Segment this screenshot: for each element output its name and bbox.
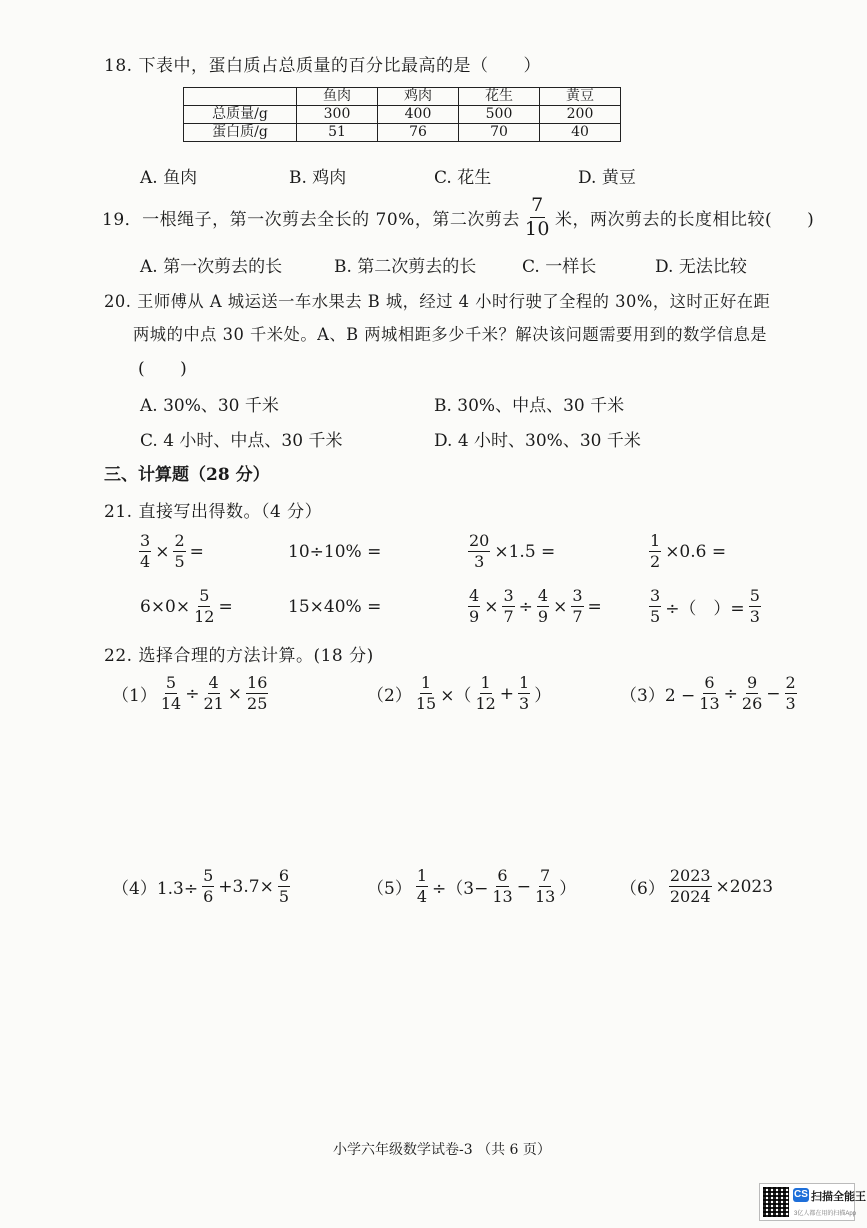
problem-label: （2） (367, 686, 412, 706)
fraction (492, 868, 512, 905)
q21-item-g (467, 588, 602, 625)
page-footer: 小学六年级数学试卷-3 （共 6 页） (333, 1142, 551, 1158)
fraction (202, 868, 214, 905)
expression: 6×0× (140, 596, 191, 617)
brand-name: 扫描全能王 (811, 1191, 866, 1203)
table-header-row (184, 88, 621, 106)
problem-label: （4）1.3÷ (112, 879, 199, 899)
numerator: 1 (420, 673, 432, 692)
denominator: 12 (475, 694, 496, 713)
fraction (203, 675, 223, 712)
numerator: 6 (278, 866, 290, 885)
q20-option-b[interactable]: B. 30%、中点、30 千米 (434, 396, 625, 416)
fraction (246, 675, 268, 712)
table-cell: 鱼肉 (297, 88, 378, 106)
operator: + (499, 683, 515, 704)
numerator: 9 (746, 673, 758, 692)
fraction (416, 868, 428, 905)
q22-problem-4 (112, 868, 291, 905)
numerator: 16 (247, 673, 268, 692)
denominator: 26 (741, 694, 763, 713)
table-cell: 300 (297, 106, 378, 124)
denominator: 13 (699, 694, 720, 713)
fraction (475, 675, 495, 712)
numerator: 3 (572, 586, 583, 605)
numerator: 2023 (669, 866, 711, 885)
problem-label: （3）2 − (620, 686, 696, 706)
numerator: 7 (531, 194, 544, 216)
fraction (173, 533, 185, 570)
denominator: 25 (247, 694, 268, 713)
operator: × (484, 596, 499, 617)
q18-option-b[interactable]: B. 鸡肉 (289, 168, 347, 188)
expression: ÷（3− (432, 879, 489, 899)
q18-option-d[interactable]: D. 黄豆 (578, 168, 636, 188)
denominator: 21 (203, 694, 224, 713)
fraction (535, 868, 555, 905)
operator: × (227, 683, 243, 704)
question-22-title: 22. 选择合理的方法计算。(18 分) (104, 646, 374, 666)
denominator: 14 (160, 694, 182, 713)
q20-option-a[interactable]: A. 30%、30 千米 (140, 396, 279, 416)
equals: = (189, 541, 204, 562)
scanner-badge (759, 1183, 866, 1221)
fraction (416, 675, 436, 712)
expression: +3.7× (218, 876, 274, 897)
q21-item-a (138, 533, 204, 570)
denominator: 6 (203, 887, 214, 906)
operator: ） (559, 879, 577, 899)
numerator: 1 (650, 531, 661, 550)
q21-item-b (288, 542, 381, 562)
fraction (537, 588, 549, 625)
denominator: 9 (537, 607, 549, 626)
table-cell: 51 (297, 124, 378, 142)
table-cell (184, 88, 297, 106)
table-cell: 黄豆 (540, 88, 621, 106)
q19-text-post: 米，两次剪去的长度相比较( ) (555, 210, 815, 230)
question-19-text (102, 196, 814, 239)
operator: × (155, 541, 170, 562)
q21-item-d (648, 533, 726, 570)
numerator: 1 (480, 673, 491, 692)
question-20-line2: 两城的中点 30 千米处。A、B 两城相距多少千米？解决该问题需要用到的数学信息是 (133, 325, 768, 344)
numerator: 5 (199, 586, 210, 605)
table-cell: 蛋白质/g (184, 124, 297, 142)
numerator: 1 (416, 866, 428, 885)
question-18-text: 18. 下表中，蛋白质占总质量的百分比最高的是（ ） (104, 56, 541, 76)
fraction (571, 588, 583, 625)
numerator: 3 (650, 586, 661, 605)
denominator: 2024 (669, 887, 711, 906)
fraction (518, 675, 530, 712)
expression: 15×40% = (288, 597, 382, 617)
table-row (184, 124, 621, 142)
numerator: 2 (785, 673, 796, 692)
denominator: 5 (174, 552, 185, 571)
fraction (468, 533, 490, 570)
section-title: 三、计算题（28 分） (104, 465, 270, 485)
cs-logo-icon: CS (794, 1189, 808, 1200)
denominator: 5 (650, 607, 661, 626)
operator: × (553, 596, 568, 617)
q20-option-d[interactable]: D. 4 小时、30%、30 千米 (434, 431, 641, 451)
table-cell: 200 (540, 106, 621, 124)
expression: 10÷10% = (288, 542, 382, 562)
q18-option-c[interactable]: C. 花生 (434, 168, 492, 188)
fraction (649, 533, 661, 570)
fraction (669, 868, 712, 905)
expression: ×2023 (715, 876, 774, 897)
qr-code-icon (763, 1187, 789, 1217)
fraction (502, 588, 514, 625)
q20-option-c[interactable]: C. 4 小时、中点、30 千米 (140, 431, 343, 451)
denominator: 3 (474, 552, 485, 571)
operator: ） (534, 686, 552, 706)
question-21-title: 21. 直接写出得数。（4 分） (104, 502, 323, 522)
expression: ÷（ ）= (665, 599, 745, 619)
denominator: 3 (519, 694, 530, 713)
q21-item-f (288, 597, 381, 617)
numerator: 2 (174, 531, 185, 550)
table-cell: 76 (378, 124, 459, 142)
q22-problem-2 (367, 675, 551, 712)
numerator: 6 (497, 866, 508, 885)
q22-problem-6 (620, 868, 773, 905)
denominator: 5 (278, 887, 290, 906)
table-cell: 400 (378, 106, 459, 124)
denominator: 9 (469, 607, 480, 626)
question-20-line3: ( ) (138, 359, 188, 379)
q22-problem-5 (367, 868, 576, 905)
numerator: 6 (704, 673, 715, 692)
operator: ÷ (723, 683, 738, 704)
fraction (785, 675, 797, 712)
fraction (749, 588, 761, 625)
numerator: 4 (537, 586, 549, 605)
table-cell: 总质量/g (184, 106, 297, 124)
table-row (184, 106, 621, 124)
equals: = (218, 596, 233, 617)
q21-item-h (648, 588, 762, 625)
denominator: 10 (524, 218, 551, 240)
numerator: 20 (469, 531, 490, 550)
numerator: 3 (140, 531, 151, 550)
denominator: 7 (572, 607, 583, 626)
numerator: 3 (503, 586, 514, 605)
fraction (161, 675, 181, 712)
denominator: 3 (785, 694, 796, 713)
fraction (194, 588, 214, 625)
brand-tagline: 3亿人都在用的扫描App (794, 1211, 857, 1217)
denominator: 13 (492, 887, 513, 906)
table-cell: 40 (540, 124, 621, 142)
operator: − (516, 876, 531, 897)
fraction (699, 675, 719, 712)
table-cell: 花生 (459, 88, 540, 106)
numerator: 5 (165, 673, 177, 692)
q19-option-c[interactable]: C. 一样长 (522, 257, 597, 277)
expression: ×0.6 = (665, 541, 727, 562)
operator: − (766, 683, 781, 704)
denominator: 2 (650, 552, 661, 571)
problem-label: （1） (112, 686, 157, 706)
denominator: 7 (503, 607, 514, 626)
protein-table (183, 87, 621, 142)
q21-item-e (140, 588, 233, 625)
operator: ÷ (518, 596, 533, 617)
table-cell: 500 (459, 106, 540, 124)
q19-option-d[interactable]: D. 无法比较 (655, 257, 747, 277)
numerator: 4 (469, 586, 480, 605)
denominator: 4 (140, 552, 151, 571)
numerator: 4 (208, 673, 219, 692)
table-cell: 70 (459, 124, 540, 142)
denominator: 3 (749, 607, 760, 626)
denominator: 12 (194, 607, 215, 626)
fraction (525, 196, 550, 239)
operator: ×（ (440, 686, 472, 706)
table-cell: 鸡肉 (378, 88, 459, 106)
numerator: 5 (749, 586, 760, 605)
q21-item-c (467, 533, 555, 570)
question-20-line1: 20. 王师傅从 A 城运送一车水果去 B 城，经过 4 小时行驶了全程的 30%，这时正好在距 (104, 292, 771, 311)
numerator: 7 (540, 866, 551, 885)
q22-problem-1 (112, 675, 269, 712)
fraction (649, 588, 661, 625)
q19-option-b[interactable]: B. 第二次剪去的长 (334, 257, 477, 277)
expression: ×1.5 = (494, 541, 556, 562)
q18-option-a[interactable]: A. 鱼肉 (140, 168, 198, 188)
q19-text-pre: 19．一根绳子，第一次剪去全长的 70%，第二次剪去 (102, 210, 520, 230)
numerator: 1 (519, 673, 530, 692)
denominator: 4 (416, 887, 428, 906)
problem-label: （6） (620, 879, 665, 899)
denominator: 13 (534, 887, 556, 906)
fraction (468, 588, 480, 625)
fraction (742, 675, 762, 712)
fraction (139, 533, 151, 570)
problem-label: （5） (367, 879, 412, 899)
equals: = (587, 596, 602, 617)
denominator: 15 (415, 694, 437, 713)
numerator: 5 (203, 866, 214, 885)
fraction (278, 868, 290, 905)
operator: ÷ (185, 683, 200, 704)
q19-option-a[interactable]: A. 第一次剪去的长 (140, 257, 283, 277)
q22-problem-3 (620, 675, 798, 712)
